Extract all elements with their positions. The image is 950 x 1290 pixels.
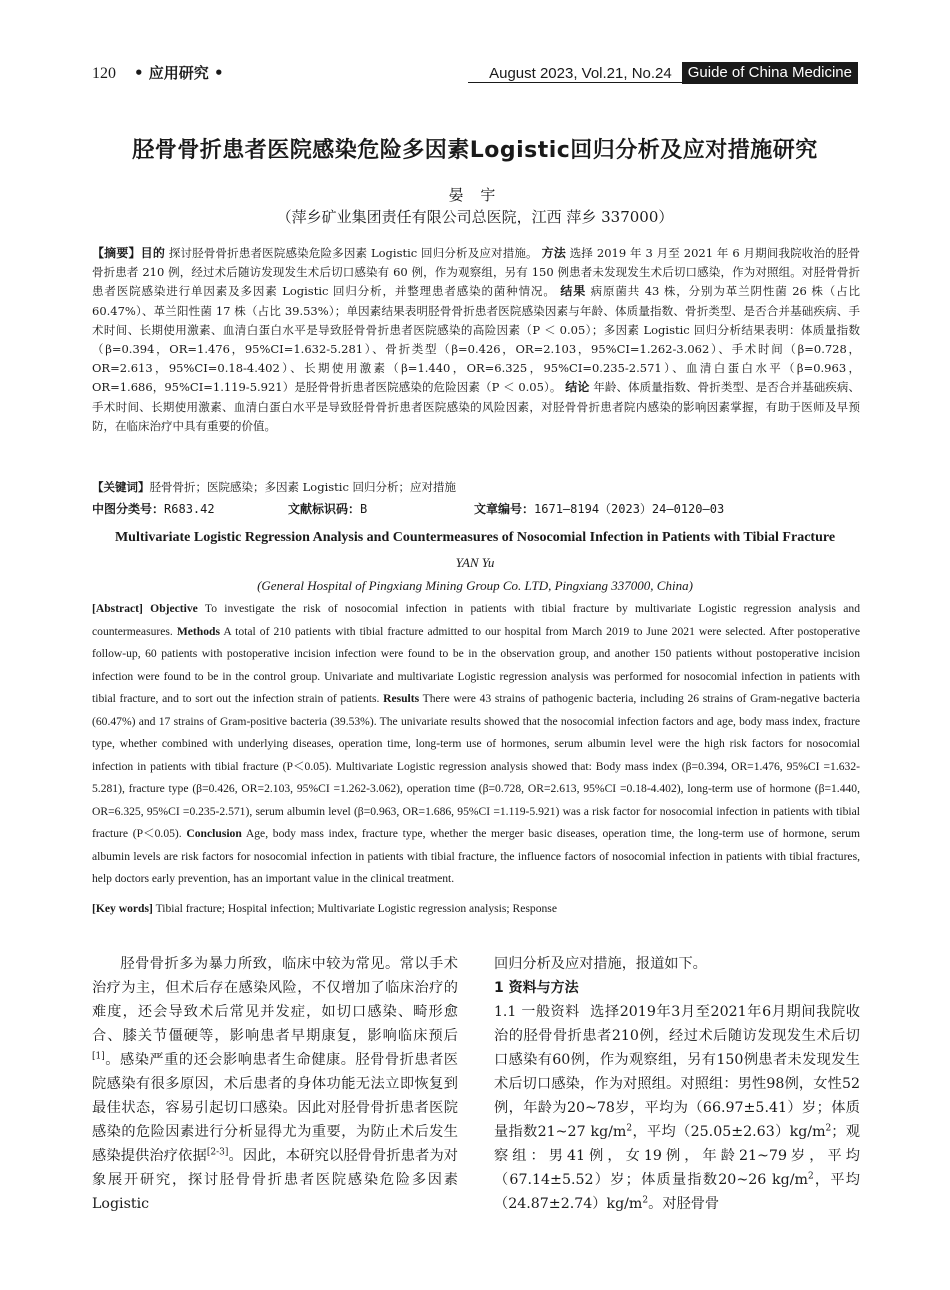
keywords-en-text: Tibial fracture; Hospital infection; Multivariate Logistic regression analysis; Response bbox=[155, 902, 557, 915]
article-title-cn: 胫骨骨折患者医院感染危险多因素Logistic回归分析及应对措施研究 bbox=[132, 138, 818, 163]
body-column-right bbox=[494, 952, 860, 1216]
affiliation-en: (General Hospital of Pingxiang Mining Group Co. LTD, Pingxiang 337000, China) bbox=[257, 578, 693, 593]
affiliation-cn: （萍乡矿业集团责任有限公司总医院，江西 萍乡 337000） bbox=[276, 208, 674, 226]
article-number: 文章编号：1671—8194（2023）24—0120—03 bbox=[474, 502, 725, 516]
abstract-en-objective-label: Objective bbox=[150, 602, 198, 615]
page-header bbox=[92, 62, 858, 84]
header-left bbox=[92, 62, 224, 83]
abstract-en-results: There were 43 strains of pathogenic bacteria, including 26 strains of Gram-negative bacteria (60.47%) and 17 strains of Gram-positive bacteria (39.53%). The univariate results showed that the nosocomial infection factors and age, body mass index, fracture type, whether combined with underlying diseases, operation time, long-term use of hormones, serum albumin level were the high risk factors for nosocomial infection in patients with tibial fracture (P＜0.05). Multivariate Logistic regression analysis showed that: Body mass index (β=0.394, OR=1.476, 95%CI =1.632-5.281), fracture type (β=0.426, OR=2.103, 95%CI =1.262-3.062), operation time (β=0.728, OR=2.613, 95%CI =0.18-4.402), long-term use of hormone (β=1.440, OR=6.325, 95%CI =0.235-2.571), serum albumin level (β=0.963, OR=1.686, 95%CI =1.119-5.921) was a risk factor for nosocomial infection in patients with tibial fracture (P＜0.05). bbox=[92, 692, 860, 840]
keywords-en bbox=[92, 898, 860, 920]
section-heading-methods: 1 资料与方法 bbox=[494, 980, 579, 996]
issue-info: August 2023, Vol.21, No.24 bbox=[489, 65, 672, 82]
doc-code: 文献标识码：B bbox=[288, 502, 368, 516]
body-column-left bbox=[92, 952, 458, 1216]
page-number: 120 bbox=[92, 65, 116, 82]
intro-paragraph-continued: 回归分析及应对措施，报道如下。 bbox=[494, 956, 707, 972]
abstract-cn-results: 病原菌共 43 株，分别为革兰阴性菌 26 株（占比 60.47%）、革兰阳性菌 17 株（占比 39.53%）；单因素结果表明胫骨骨折患者医院感染因素与年龄、体质量指数、骨折类型、是否合并基础疾病、手术时间、长期使用激素、血清白蛋白水平是导致胫骨骨折患者医院感染的高险因素（P ＜ 0.05）；多因素 Logistic 回归分析结果表明：体质量指数（β=0.394，OR=1.476，95%CI=1.632-5.281）、骨折类型（β=0.426，OR=2.103，95%CI=1.262-3.062）、手术时间（β=0.728，OR=2.613，95%CI=0.18-4.402）、长期使用激素（β=1.440，OR=6.325，95%CI=0.235-2.571）、血清白蛋白水平（β=0.963，OR=1.686，95%CI=1.119-5.921）是胫骨骨折患者医院感染的危险因素（P ＜ 0.05）。 bbox=[92, 284, 861, 395]
ref-1: [1] bbox=[92, 1051, 105, 1062]
abstract-en-methods: A total of 210 patients with tibial fracture admitted to our hospital from March 2019 to June 2021 were selected. After postoperative follow-up, 60 patients with postoperative incision infection were found to be in the observation group, and another 150 patients without postoperative incision infection were found to be in the control group. Univariate and multivariate Logistic regression analysis was performed for nosocomial infection in patients with tibial fracture, and to sort out the infection strain of patients. bbox=[92, 624, 860, 705]
abstract-en-objective: To investigate the risk of nosocomial infection in patients with tibial fracture by multivariate Logistic regression analysis and countermeasures. bbox=[92, 602, 860, 638]
abstract-en-label: [Abstract] bbox=[92, 602, 143, 615]
section-label: • 应用研究 • bbox=[134, 64, 224, 82]
abstract-en-conclusion: Age, body mass index, fracture type, whether the merger basic diseases, operation time, the long-term use of hormone, serum albumin levels are risk factors for nosocomial infection in patients with tibial fracture, the influence factors of nosocomial infection in patients with tibial fractures, help doctors early prevention, has an important value in the clinical treatment. bbox=[92, 827, 861, 885]
clc-code: 中图分类号：R683.42 bbox=[92, 502, 215, 516]
abstract-cn-results-label: 结果 bbox=[560, 284, 587, 299]
abstract-en-conclusion-label: Conclusion bbox=[186, 827, 242, 840]
journal-name: Guide of China Medicine bbox=[682, 62, 858, 84]
abstract-cn-methods-label: 方法 bbox=[541, 246, 566, 260]
abstract-cn-label: 【摘要】 bbox=[92, 246, 141, 260]
abstract-cn-conclusion-label: 结论 bbox=[565, 380, 590, 395]
abstract-cn-objective: 探讨胫骨骨折患者医院感染危险多因素 Logistic 回归分析及应对措施。 bbox=[168, 246, 538, 260]
keywords-en-label: [Key words] bbox=[92, 902, 153, 915]
ref-2-3: [2-3] bbox=[206, 1147, 229, 1158]
article-title-en: Multivariate Logistic Regression Analysis and Countermeasures of Nosocomial Infection in Patients with Tibial Fracture bbox=[114, 530, 836, 545]
abstract-en-methods-label: Methods bbox=[176, 624, 220, 638]
abstract-en-results-label: Results bbox=[383, 692, 420, 705]
abstract-en bbox=[92, 598, 860, 891]
keywords-cn-label: 【关键词】 bbox=[92, 480, 150, 494]
abstract-cn-methods: 选择 2019 年 3 月至 2021 年 6 月期间我院收治的胫骨骨折患者 210 例，经过术后随访发现发生术后切口感染有 60 例，作为观察组，另有 150 例患者未发现发生术后切口感染，作为对照组。对胫骨骨折患者医院感染进行单因素及多因素 Logistic 回归分析，并整理患者感染的菌种情况。 bbox=[92, 246, 860, 299]
header-rule bbox=[468, 82, 758, 83]
abstract-cn-objective-label: 目的 bbox=[140, 246, 166, 260]
subsection-general-data: 1.1 一般资料 选择2019年3月至2021年6月期间我院收治的胫骨骨折患者210例，经过术后随访发现发生术后切口感染有60例，作为观察组，另有150例患者未发现发生术后切口感染，作为对照组。对照组：男性98例，女性52例，年龄为20~78岁，平均为（66.97±5.41）岁；体质量指数21~27 $kg/m^2$，平均$(25.05\pm 2.63)kg/m^2$；观察组：男41例，女19例，年龄21~79岁，平均（67.14±5.52）岁；体质量指数20~26 $kg/m^2$，平均$(24.87\pm 2.74)kg/m^2$。对胫骨骨 bbox=[494, 1004, 860, 1212]
header-right bbox=[489, 62, 858, 84]
author-en: YAN Yu bbox=[455, 555, 495, 570]
abstract-cn-conclusion: 年龄、体质量指数、骨折类型、是否合并基础疾病、手术时间、长期使用激素、血清白蛋白水平是导致胫骨骨折患者医院感染的风险因素，对胫骨骨折患者院内感染的影响因素掌握，有助于医师及早预防，在临床治疗中具有重要的价值。 bbox=[92, 380, 861, 433]
keywords-cn-text: 胫骨骨折；医院感染；多因素 Logistic 回归分析；应对措施 bbox=[149, 480, 457, 494]
keywords-cn bbox=[92, 478, 860, 497]
abstract-cn bbox=[92, 244, 860, 436]
intro-paragraph: 胫骨骨折多为暴力所致，临床中较为常见。常以手术治疗为主，但术后存在感染风险，不仅增加了临床治疗的难度，还会导致术后常见并发症，如切口感染、畸形愈合、膝关节僵硬等，影响患者早期康复，影响临床预后[1]。感染严重的还会影响患者生命健康。胫骨骨折患者医院感染有很多原因，术后患者的身体功能无法立即恢复到最佳状态，容易引起切口感染。因此对胫骨骨折患者医院感染的危险因素进行分析显得尤为重要，为防止术后发生感染提供治疗依据[2-3]。因此，本研究以胫骨骨折患者为对象展开研究，探讨胫骨骨折患者医院感染危险多因素Logistic bbox=[92, 956, 458, 1212]
author-cn: 晏 宇 bbox=[448, 186, 502, 204]
